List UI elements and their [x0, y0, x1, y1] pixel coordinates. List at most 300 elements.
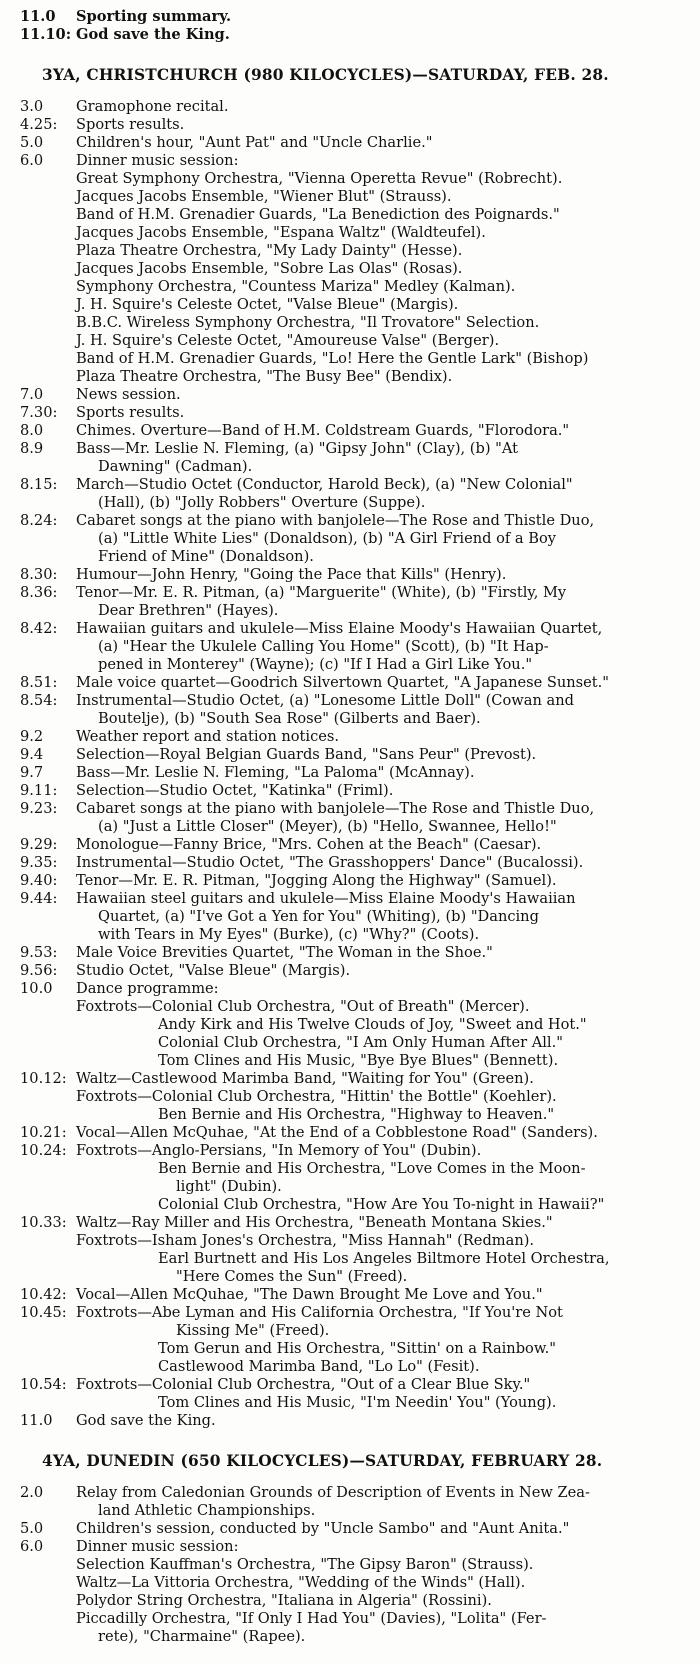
programme-line	[0, 818, 690, 836]
time-label	[0, 566, 76, 584]
programme-list-3ya	[0, 98, 690, 1430]
programme-line	[0, 1178, 690, 1196]
time-label	[0, 1556, 76, 1574]
programme-text: Waltz—Castlewood Marimba Band, "Waiting for You" (Green).	[76, 1070, 534, 1087]
time-value: 8.0	[20, 422, 44, 439]
programme-text: rete), "Charmaine" (Rapee).	[98, 1628, 306, 1645]
programme-text: Studio Octet, "Valse Bleue" (Margis).	[76, 962, 351, 979]
programme-text: Cabaret songs at the piano with banjolele—The Rose and Thistle Duo,	[76, 512, 595, 529]
programme-line	[0, 332, 690, 350]
programme-text: Band of H.M. Grenadier Guards, "Lo! Here the Gentle Lark" (Bishop)	[76, 350, 589, 367]
time-label	[0, 1268, 76, 1286]
programme-text: Piccadilly Orchestra, "If Only I Had You" (Davies), "Lolita" (Fer-	[76, 1610, 547, 1627]
time-label	[0, 530, 76, 548]
time-label	[0, 296, 76, 314]
programme-line	[0, 152, 690, 170]
time-label	[0, 1286, 76, 1304]
time-value: 9.56:	[20, 962, 58, 979]
programme-text: Monologue—Fanny Brice, "Mrs. Cohen at the Beach" (Caesar).	[76, 836, 542, 853]
time-label	[0, 188, 76, 206]
time-value: 10.21:	[20, 1124, 67, 1141]
programme-text: Hawaiian guitars and ukulele—Miss Elaine Moody's Hawaiian Quartet,	[76, 620, 603, 637]
time-label	[0, 1106, 76, 1124]
time-label	[0, 638, 76, 656]
time-value: 9.53:	[20, 944, 58, 961]
programme-text: Dear Brethren" (Hayes).	[98, 602, 279, 619]
programme-text: Boutelje), (b) "South Sea Rose" (Gilberts and Baer).	[98, 710, 481, 727]
programme-line	[0, 404, 690, 422]
time-value: 9.2	[20, 728, 44, 745]
programme-line	[0, 476, 690, 494]
time-label	[0, 368, 76, 386]
programme-text: Ben Bernie and His Orchestra, "Highway to Heaven."	[158, 1106, 555, 1123]
programme-line	[0, 962, 690, 980]
time-value: 9.29:	[20, 836, 58, 853]
time-value: 9.44:	[20, 890, 58, 907]
time-label	[0, 422, 76, 440]
programme-line	[0, 1106, 690, 1124]
programme-line	[0, 116, 690, 134]
programme-text: Friend of Mine" (Donaldson).	[98, 548, 314, 565]
programme-text: Selection Kauffman's Orchestra, "The Gipsy Baron" (Strauss).	[76, 1556, 534, 1573]
programme-text: News session.	[76, 386, 181, 403]
programme-text: Sporting summary.	[76, 8, 232, 25]
programme-line	[0, 872, 690, 890]
time-label	[0, 1538, 76, 1556]
time-label	[0, 944, 76, 962]
programme-line	[0, 944, 690, 962]
programme-line	[0, 512, 690, 530]
programme-list-4ya	[0, 1484, 690, 1646]
programme-line	[0, 854, 690, 872]
programme-text: Sports results.	[76, 404, 185, 421]
time-value: 6.0	[20, 152, 44, 169]
time-value: 8.30:	[20, 566, 58, 583]
programme-line	[0, 1250, 690, 1268]
programme-line	[0, 1268, 690, 1286]
programme-text: Great Symphony Orchestra, "Vienna Operetta Revue" (Robrecht).	[76, 170, 563, 187]
time-label	[0, 656, 76, 674]
time-label	[0, 1502, 76, 1520]
time-label	[0, 206, 76, 224]
programme-text: Vocal—Allen McQuhae, "At the End of a Cobblestone Road" (Sanders).	[76, 1124, 598, 1141]
programme-line	[0, 1628, 690, 1646]
programme-text: light" (Dubin).	[176, 1178, 282, 1195]
time-value: 8.42:	[20, 620, 58, 637]
programme-text: March—Studio Octet (Conductor, Harold Beck), (a) "New Colonial"	[76, 476, 573, 493]
time-label	[0, 764, 76, 782]
section-heading-3ya: 3YA, CHRISTCHURCH (980 KILOCYCLES)—SATURDAY, FEB. 28.	[42, 66, 609, 84]
time-label	[0, 1322, 76, 1340]
programme-line	[0, 1016, 690, 1034]
programme-line	[0, 1592, 690, 1610]
time-label	[0, 314, 76, 332]
programme-line	[0, 1484, 690, 1502]
programme-text: Selection—Studio Octet, "Katinka" (Friml).	[76, 782, 394, 799]
programme-text: (Hall), (b) "Jolly Robbers" Overture (Suppe).	[98, 494, 426, 511]
programme-text: Tom Clines and His Music, "Bye Bye Blues" (Bennett).	[158, 1052, 559, 1069]
time-label	[0, 476, 76, 494]
programme-text: pened in Monterey" (Wayne); (c) "If I Had a Girl Like You."	[98, 656, 533, 673]
programme-line	[0, 998, 690, 1016]
programme-line	[0, 8, 690, 26]
programme-text: Male Voice Brevities Quartet, "The Woman in the Shoe."	[76, 944, 493, 961]
programme-line	[0, 278, 690, 296]
time-value: 10.12:	[20, 1070, 67, 1087]
programme-text: Dinner music session:	[76, 1538, 239, 1555]
time-value: 9.11:	[20, 782, 58, 799]
programme-line	[0, 1070, 690, 1088]
time-label	[0, 1484, 76, 1502]
programme-line	[0, 782, 690, 800]
programme-line	[0, 260, 690, 278]
time-value: 7.30:	[20, 404, 58, 421]
programme-text: Andy Kirk and His Twelve Clouds of Joy, "Sweet and Hot."	[158, 1016, 587, 1033]
programme-text: Tom Clines and His Music, "I'm Needin' You" (Young).	[158, 1394, 557, 1411]
time-label	[0, 1520, 76, 1538]
programme-text: Vocal—Allen McQuhae, "The Dawn Brought Me Love and You."	[76, 1286, 543, 1303]
programme-line	[0, 836, 690, 854]
programme-line	[0, 1502, 690, 1520]
time-label	[0, 908, 76, 926]
programme-line	[0, 242, 690, 260]
programme-line	[0, 1376, 690, 1394]
programme-line	[0, 206, 690, 224]
programme-line	[0, 1160, 690, 1178]
time-label	[0, 134, 76, 152]
programme-line	[0, 368, 690, 386]
time-value: 2.0	[20, 1484, 44, 1501]
programme-text: Instrumental—Studio Octet, "The Grasshoppers' Dance" (Bucalossi).	[76, 854, 584, 871]
programme-line	[0, 890, 690, 908]
programme-line	[0, 1196, 690, 1214]
time-label	[0, 854, 76, 872]
time-label	[0, 1052, 76, 1070]
time-label	[0, 602, 76, 620]
programme-text: Tenor—Mr. E. R. Pitman, (a) "Marguerite" (White), (b) "Firstly, My	[76, 584, 567, 601]
time-label	[0, 1304, 76, 1322]
programme-text: Selection—Royal Belgian Guards Band, "Sans Peur" (Prevost).	[76, 746, 537, 763]
programme-text: Cabaret songs at the piano with banjolele—The Rose and Thistle Duo,	[76, 800, 595, 817]
time-label	[0, 1178, 76, 1196]
programme-line	[0, 926, 690, 944]
time-label	[0, 1592, 76, 1610]
time-label	[0, 584, 76, 602]
time-label	[0, 1142, 76, 1160]
programme-text: Quartet, (a) "I've Got a Yen for You" (Whiting), (b) "Dancing	[98, 908, 539, 925]
time-value: 10.54:	[20, 1376, 67, 1393]
programme-text: Waltz—La Vittoria Orchestra, "Wedding of the Winds" (Hall).	[76, 1574, 526, 1591]
programme-line	[0, 1322, 690, 1340]
programme-text: (a) "Little White Lies" (Donaldson), (b) "A Girl Friend of a Boy	[98, 530, 557, 547]
time-value: 10.33:	[20, 1214, 67, 1231]
time-value: 10.42:	[20, 1286, 67, 1303]
programme-line	[0, 224, 690, 242]
time-label	[0, 692, 76, 710]
programme-line	[0, 692, 690, 710]
programme-line	[0, 296, 690, 314]
time-value: 8.51:	[20, 674, 58, 691]
programme-line	[0, 656, 690, 674]
programme-line	[0, 1556, 690, 1574]
time-label	[0, 728, 76, 746]
time-value: 7.0	[20, 386, 44, 403]
time-value: 5.0	[20, 134, 44, 151]
time-label	[0, 1376, 76, 1394]
programme-line	[0, 1304, 690, 1322]
programme-line	[0, 1052, 690, 1070]
programme-line	[0, 1574, 690, 1592]
time-label	[0, 1574, 76, 1592]
programme-line	[0, 458, 690, 476]
programme-text: Male voice quartet—Goodrich Silvertown Quartet, "A Japanese Sunset."	[76, 674, 610, 691]
time-value: 5.0	[20, 1520, 44, 1537]
time-label	[0, 800, 76, 818]
time-label	[0, 386, 76, 404]
programme-text: Dance programme:	[76, 980, 219, 997]
programme-text: Dinner music session:	[76, 152, 239, 169]
time-label	[0, 350, 76, 368]
programme-line	[0, 1412, 690, 1430]
programme-line	[0, 134, 690, 152]
programme-line	[0, 1232, 690, 1250]
programme-text: Foxtrots—Colonial Club Orchestra, "Out of a Clear Blue Sky."	[76, 1376, 531, 1393]
time-label	[0, 1070, 76, 1088]
programme-text: land Athletic Championships.	[98, 1502, 316, 1519]
programme-text: Colonial Club Orchestra, "How Are You To-night in Hawaii?"	[158, 1196, 605, 1213]
time-label	[0, 998, 76, 1016]
time-value: 6.0	[20, 1538, 44, 1555]
programme-line	[0, 800, 690, 818]
programme-text: Earl Burtnett and His Los Angeles Biltmore Hotel Orchestra,	[158, 1250, 610, 1267]
time-value: 9.35:	[20, 854, 58, 871]
time-label	[0, 872, 76, 890]
programme-line	[0, 1610, 690, 1628]
time-label	[0, 1016, 76, 1034]
programme-text: Castlewood Marimba Band, "Lo Lo" (Fesit).	[158, 1358, 480, 1375]
time-label	[0, 512, 76, 530]
time-label	[0, 8, 76, 26]
programme-text: Foxtrots—Anglo-Persians, "In Memory of You" (Dubin).	[76, 1142, 482, 1159]
programme-text: Ben Bernie and His Orchestra, "Love Comes in the Moon-	[158, 1160, 586, 1177]
time-label	[0, 1124, 76, 1142]
time-label	[0, 1250, 76, 1268]
programme-text: Dawning" (Cadman).	[98, 458, 253, 475]
time-value: 9.7	[20, 764, 44, 781]
time-label	[0, 1214, 76, 1232]
programme-text: Weather report and station notices.	[76, 728, 340, 745]
previous-station-ending	[0, 8, 690, 44]
time-value: 9.4	[20, 746, 44, 763]
programme-text: Plaza Theatre Orchestra, "My Lady Dainty" (Hesse).	[76, 242, 463, 259]
programme-text: Jacques Jacobs Ensemble, "Sobre Las Olas" (Rosas).	[76, 260, 463, 277]
time-label	[0, 620, 76, 638]
programme-line	[0, 98, 690, 116]
programme-line	[0, 908, 690, 926]
programme-line	[0, 674, 690, 692]
time-label	[0, 260, 76, 278]
time-value: 11.0	[20, 8, 56, 25]
programme-text: Jacques Jacobs Ensemble, "Espana Waltz" (Waldteufel).	[76, 224, 486, 241]
programme-text: Symphony Orchestra, "Countess Mariza" Medley (Kalman).	[76, 278, 516, 295]
programme-line	[0, 710, 690, 728]
programme-line	[0, 1286, 690, 1304]
programme-line	[0, 1394, 690, 1412]
programme-text: J. H. Squire's Celeste Octet, "Amoureuse Valse" (Berger).	[76, 332, 500, 349]
programme-text: God save the King.	[76, 1412, 216, 1429]
time-label	[0, 1160, 76, 1178]
time-value: 9.23:	[20, 800, 58, 817]
time-label	[0, 710, 76, 728]
programme-line	[0, 350, 690, 368]
programme-text: Tom Gerun and His Orchestra, "Sittin' on a Rainbow."	[158, 1340, 556, 1357]
programme-text: Kissing Me" (Freed).	[176, 1322, 330, 1339]
programme-text: Colonial Club Orchestra, "I Am Only Human After All."	[158, 1034, 563, 1051]
time-label	[0, 1628, 76, 1646]
time-label	[0, 836, 76, 854]
time-label	[0, 926, 76, 944]
programme-line	[0, 170, 690, 188]
time-label	[0, 980, 76, 998]
time-label	[0, 1034, 76, 1052]
time-label	[0, 1196, 76, 1214]
time-label	[0, 242, 76, 260]
time-label	[0, 224, 76, 242]
time-label	[0, 818, 76, 836]
time-label	[0, 332, 76, 350]
programme-text: Bass—Mr. Leslie N. Fleming, "La Paloma" (McAnnay).	[76, 764, 475, 781]
programme-line	[0, 1124, 690, 1142]
time-value: 4.25:	[20, 116, 58, 133]
programme-text: Children's session, conducted by "Uncle Sambo" and "Aunt Anita."	[76, 1520, 570, 1537]
time-label	[0, 152, 76, 170]
time-label	[0, 170, 76, 188]
time-value: 9.40:	[20, 872, 58, 889]
programme-text: Jacques Jacobs Ensemble, "Wiener Blut" (Strauss).	[76, 188, 452, 205]
programme-line	[0, 566, 690, 584]
programme-line	[0, 584, 690, 602]
time-label	[0, 1358, 76, 1376]
time-label	[0, 1412, 76, 1430]
section-heading-4ya: 4YA, DUNEDIN (650 KILOCYCLES)—SATURDAY, FEBRUARY 28.	[42, 1452, 603, 1470]
time-value: 8.24:	[20, 512, 58, 529]
programme-line	[0, 530, 690, 548]
programme-text: God save the King.	[76, 26, 230, 43]
time-label	[0, 98, 76, 116]
programme-text: Chimes. Overture—Band of H.M. Coldstream Guards, "Florodora."	[76, 422, 570, 439]
time-value: 8.9	[20, 440, 44, 457]
programme-line	[0, 980, 690, 998]
time-label	[0, 26, 76, 44]
programme-text: Bass—Mr. Leslie N. Fleming, (a) "Gipsy John" (Clay), (b) "At	[76, 440, 519, 457]
time-label	[0, 962, 76, 980]
programme-line	[0, 1142, 690, 1160]
programme-text: "Here Comes the Sun" (Freed).	[176, 1268, 408, 1285]
programme-line	[0, 1358, 690, 1376]
programme-text: Sports results.	[76, 116, 185, 133]
programme-text: (a) "Just a Little Closer" (Meyer), (b) "Hello, Swannee, Hello!"	[98, 818, 557, 835]
programme-line	[0, 494, 690, 512]
programme-line	[0, 728, 690, 746]
programme-text: Hawaiian steel guitars and ukulele—Miss Elaine Moody's Hawaiian	[76, 890, 576, 907]
programme-line	[0, 548, 690, 566]
time-label	[0, 1610, 76, 1628]
time-label	[0, 1232, 76, 1250]
time-label	[0, 116, 76, 134]
time-label	[0, 278, 76, 296]
programme-text: with Tears in My Eyes" (Burke), (c) "Why?" (Coots).	[98, 926, 480, 943]
time-value: 10.24:	[20, 1142, 67, 1159]
programme-line	[0, 602, 690, 620]
programme-line	[0, 746, 690, 764]
time-label	[0, 890, 76, 908]
programme-text: J. H. Squire's Celeste Octet, "Valse Bleue" (Margis).	[76, 296, 459, 313]
programme-text: Relay from Caledonian Grounds of Description of Events in New Zea-	[76, 1484, 590, 1501]
programme-text: Children's hour, "Aunt Pat" and "Uncle Charlie."	[76, 134, 433, 151]
time-label	[0, 494, 76, 512]
programme-line	[0, 1520, 690, 1538]
time-value: 10.0	[20, 980, 53, 997]
programme-line	[0, 1088, 690, 1106]
time-label	[0, 746, 76, 764]
programme-text: Band of H.M. Grenadier Guards, "La Benediction des Poignards."	[76, 206, 560, 223]
time-value: 3.0	[20, 98, 44, 115]
programme-text: Plaza Theatre Orchestra, "The Busy Bee" (Bendix).	[76, 368, 453, 385]
programme-text: B.B.C. Wireless Symphony Orchestra, "Il Trovatore" Selection.	[76, 314, 540, 331]
programme-line	[0, 764, 690, 782]
programme-text: Humour—John Henry, "Going the Pace that Kills" (Henry).	[76, 566, 507, 583]
time-label	[0, 782, 76, 800]
time-label	[0, 458, 76, 476]
programme-text: Instrumental—Studio Octet, (a) "Lonesome Little Doll" (Cowan and	[76, 692, 574, 709]
time-label	[0, 1340, 76, 1358]
programme-text: Waltz—Ray Miller and His Orchestra, "Beneath Montana Skies."	[76, 1214, 553, 1231]
time-label	[0, 1088, 76, 1106]
programme-line	[0, 638, 690, 656]
programme-text: Foxtrots—Abe Lyman and His California Orchestra, "If You're Not	[76, 1304, 563, 1321]
programme-line	[0, 1034, 690, 1052]
programme-text: (a) "Hear the Ukulele Calling You Home" (Scott), (b) "It Hap-	[98, 638, 549, 655]
time-value: 11.10:	[20, 26, 72, 43]
programme-text: Foxtrots—Colonial Club Orchestra, "Out of Breath" (Mercer).	[76, 998, 530, 1015]
programme-line	[0, 422, 690, 440]
programme-line	[0, 1340, 690, 1358]
time-value: 10.45:	[20, 1304, 67, 1321]
programme-line	[0, 1538, 690, 1556]
time-label	[0, 440, 76, 458]
programme-line	[0, 314, 690, 332]
time-value: 11.0	[20, 1412, 53, 1429]
programme-text: Foxtrots—Colonial Club Orchestra, "Hittin' the Bottle" (Koehler).	[76, 1088, 557, 1105]
programme-text: Polydor String Orchestra, "Italiana in Algeria" (Rossini).	[76, 1592, 492, 1609]
programme-line	[0, 188, 690, 206]
programme-line	[0, 620, 690, 638]
programme-line	[0, 440, 690, 458]
time-value: 8.36:	[20, 584, 58, 601]
time-label	[0, 404, 76, 422]
programme-text: Foxtrots—Isham Jones's Orchestra, "Miss Hannah" (Redman).	[76, 1232, 535, 1249]
time-value: 8.54:	[20, 692, 58, 709]
programme-text: Gramophone recital.	[76, 98, 229, 115]
programme-line	[0, 1214, 690, 1232]
time-label	[0, 674, 76, 692]
programme-line	[0, 26, 690, 44]
time-label	[0, 1394, 76, 1412]
programme-line	[0, 386, 690, 404]
time-value: 8.15:	[20, 476, 58, 493]
time-label	[0, 548, 76, 566]
programme-text: Tenor—Mr. E. R. Pitman, "Jogging Along the Highway" (Samuel).	[76, 872, 557, 889]
